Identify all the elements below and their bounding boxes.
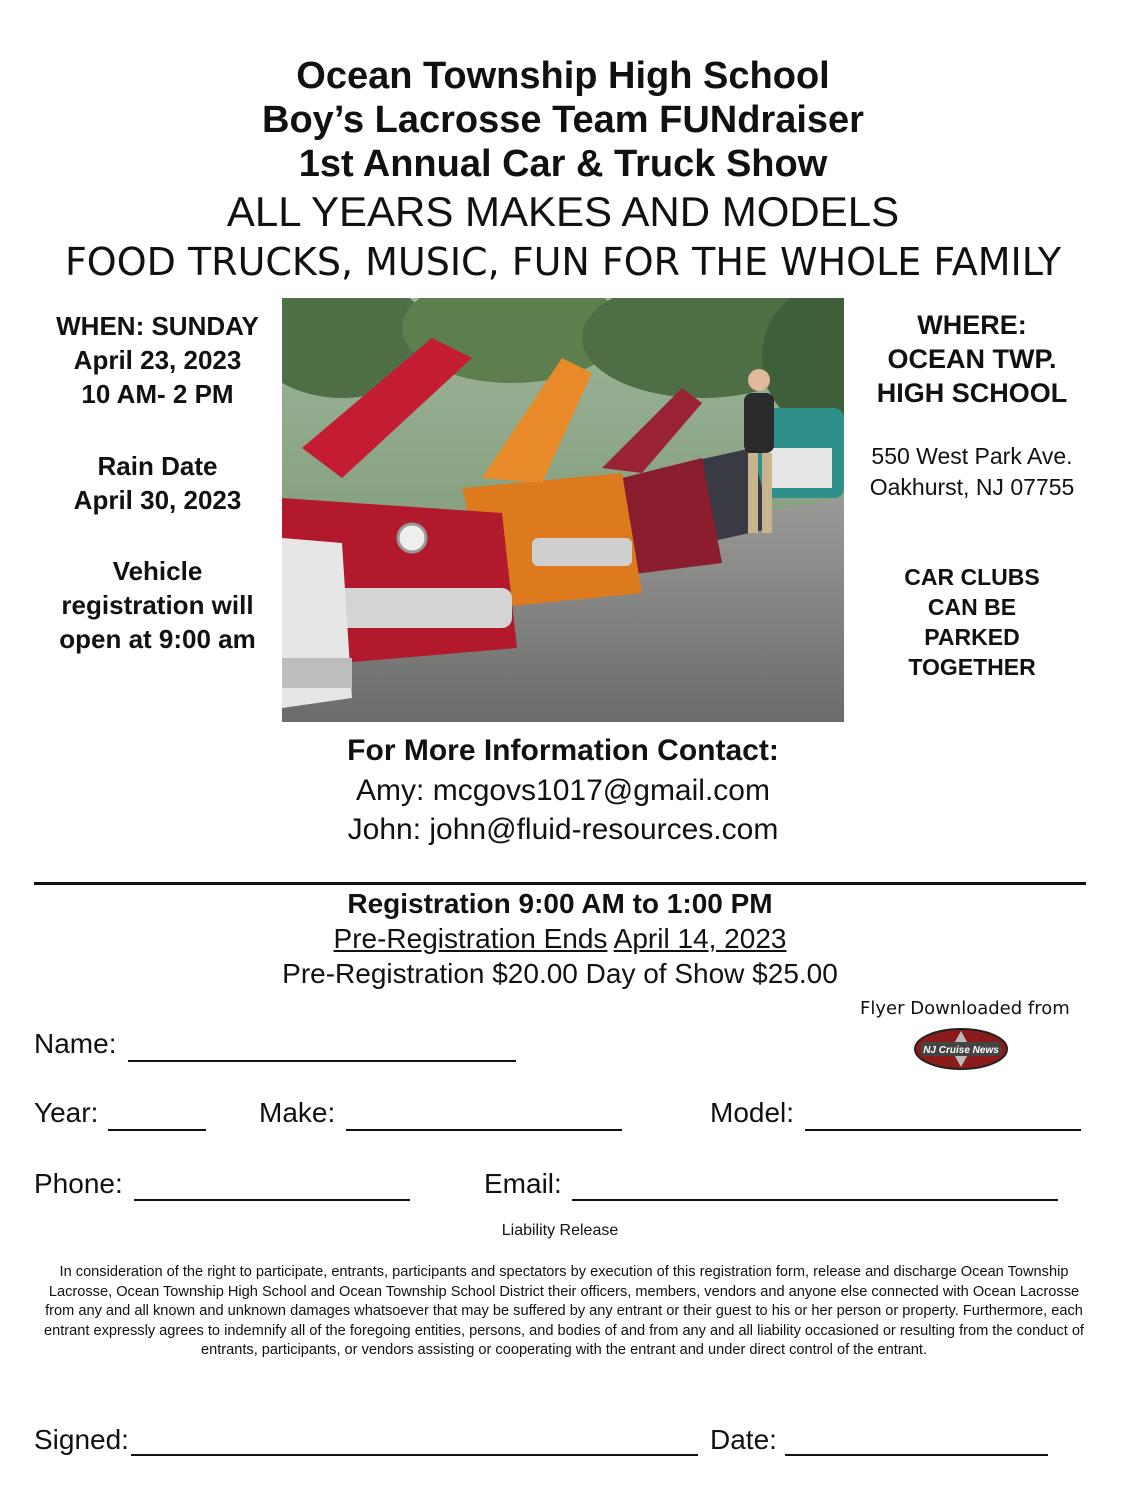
vehicle-registration-note [30,554,285,656]
venue-line-2: HIGH SCHOOL [876,378,1068,408]
car-clubs-line: PARKED [924,624,1020,650]
where-label: WHERE: [917,310,1027,340]
make-input-line[interactable] [346,1103,622,1131]
flyer-credit-text: Flyer Downloaded from [860,998,1070,1019]
reg-note-line: registration will [61,590,254,620]
year-input-line[interactable] [108,1103,206,1131]
nj-cruise-news-logo[interactable] [913,1027,1009,1071]
reg-note-line: open at 9:00 am [59,624,256,654]
signed-label: Signed: [34,1424,129,1455]
email-label: Email: [484,1168,562,1199]
name-input-line[interactable] [128,1034,516,1062]
classic-cars-photo [282,298,844,722]
food-trucks-line: FOOD TRUCKS, MUSIC, FUN FOR THE WHOLE FAMILY [64,240,1062,284]
rain-date-block [30,449,285,517]
contact-amy: Amy: mcgovs1017@gmail.com [356,774,770,807]
street-address: 550 West Park Ave. [871,443,1073,469]
team-fundraiser: Boy’s Lacrosse Team FUNdraiser [262,99,864,141]
event-date: April 23, 2023 [73,345,242,375]
make-label: Make: [259,1097,336,1128]
name-label: Name: [34,1028,117,1059]
rain-date-value: April 30, 2023 [73,485,242,515]
where-block [852,308,1092,410]
pre-registration-ends-label: Pre-Registration Ends [333,923,608,954]
year-label: Year: [34,1097,99,1128]
liability-text: In consideration of the right to participate, entrants, participants and spectators by execution of this registration form, release and discharge Ocean Township Lacrosse, Ocean Township High School and Ocean Township School District their officers, members, vendors and anyone else connected with Ocean Lacrosse from any and all known and unknown damages whatsoever that may be suffered by any entrant or their guest to his or her person or property. Furthermore, each entrant expressly agrees to indemnify all of the foregoing entities, persons, and bodies of and from any and all liability occasioned or resulting from the conduct of entrants, participants, or vendors assisting or cooperating with the entrant and under direct control of the entrant. [44,1264,1084,1359]
rain-date-label: Rain Date [97,451,218,481]
car-clubs-line: TOGETHER [908,654,1036,680]
contact-john: John: john@fluid-resources.com [347,813,779,846]
email-input-line[interactable] [572,1173,1058,1201]
phone-input-line[interactable] [134,1173,410,1201]
car-clubs-line: CAN BE [927,594,1017,620]
svg-text:NJ Cruise News: NJ Cruise News [923,1045,999,1056]
signature-input-line[interactable] [131,1428,698,1456]
model-input-line[interactable] [805,1103,1081,1131]
address-block [852,441,1092,503]
phone-label: Phone: [34,1168,123,1199]
pre-registration-ends [0,921,1120,957]
divider-rule [34,882,1086,885]
school-name: Ocean Township High School [296,55,830,97]
city-state-zip: Oakhurst, NJ 07755 [869,474,1075,500]
registration-hours: Registration 9:00 AM to 1:00 PM [347,888,773,919]
event-title-block [0,54,1126,186]
reg-note-line: Vehicle [112,556,203,586]
model-label: Model: [710,1097,795,1128]
liability-title: Liability Release [501,1222,619,1239]
registration-fees: Pre-Registration $20.00 Day of Show $25.00 [282,958,838,989]
car-clubs-line: CAR CLUBS [904,564,1040,590]
date-input-line[interactable] [785,1428,1048,1456]
when-label: WHEN: SUNDAY [56,311,259,341]
date-label: Date: [710,1424,777,1455]
event-time: 10 AM- 2 PM [81,379,234,409]
pre-registration-ends-date: April 14, 2023 [613,923,787,954]
name-field-row [34,1028,116,1060]
show-name: 1st Annual Car & Truck Show [298,143,828,185]
all-years-line: ALL YEARS MAKES AND MODELS [226,188,900,235]
venue-line-1: OCEAN TWP. [887,344,1057,374]
car-clubs-note [852,562,1092,682]
when-block [30,309,285,411]
contact-heading: For More Information Contact: [347,734,779,767]
